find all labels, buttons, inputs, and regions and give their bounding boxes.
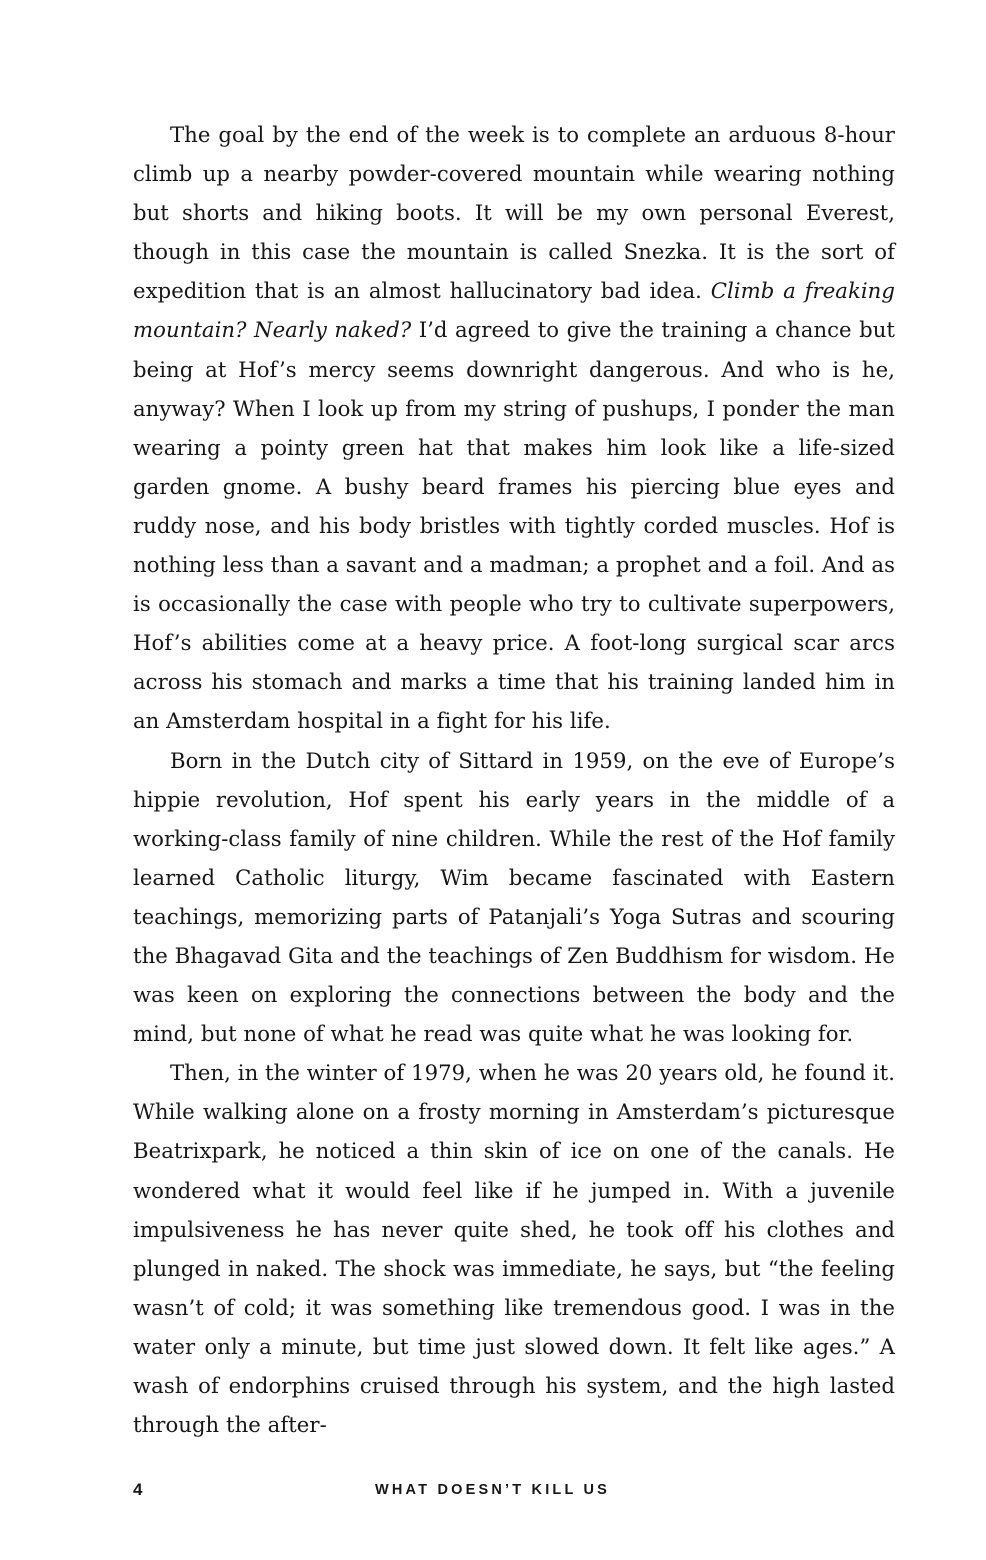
body-text bbox=[133, 115, 895, 1444]
page-footer bbox=[133, 1478, 895, 1502]
paragraph-text: I’d agreed to give the training a chance but being at Hof’s mercy seems downright dangerous. And who is he, anyway? When I look up from my string of pushups, I ponder the man wearing a pointy green hat that makes him look like a life-sized garden gnome. A bushy beard frames his piercing blue eyes and ruddy nose, and his body bristles with tightly corded muscles. Hof is nothing less than a savant and a madman; a prophet and a foil. And as is occasionally the case with people who try to cultivate superpowers, Hof’s abilities come at a heavy price. A foot-long surgical scar arcs across his stomach and marks a time that his training landed him in an Amsterdam hospital in a fight for his life. bbox=[133, 317, 895, 734]
page-number: 4 bbox=[133, 1480, 143, 1499]
paragraph: Then, in the winter of 1979, when he was 20 years old, he found it. While walking alone on a frosty morning in Amsterdam’s picturesque Beatrixpark, he noticed a thin skin of ice on one of the canals. He wondered what it would feel like if he jumped in. With a juvenile impulsiveness he has never quite shed, he took off his clothes and plunged in naked. The shock was immediate, he says, but “the feeling wasn’t of cold; it was something like tremendous good. I was in the water only a minute, but time just slowed down. It felt like ages.” A wash of endorphins cruised through his system, and the high lasted through the after- bbox=[133, 1060, 895, 1438]
paragraph bbox=[133, 115, 895, 741]
italic-phrase: Climb a freaking mountain? Nearly naked? bbox=[133, 278, 895, 343]
paragraph-text: The goal by the end of the week is to complete an arduous 8-hour climb up a nearby powder-covered mountain while wearing nothing but shorts and hiking boots. It will be my own personal Everest, though in this case the mountain is called Snezka. It is the sort of expedition that is an almost hallucinatory bad idea. bbox=[133, 122, 895, 304]
paragraph: Born in the Dutch city of Sittard in 1959, on the eve of Europe’s hippie revolution, Hof spent his early years in the middle of a working-class family of nine children. While the rest of the Hof family learned Catholic liturgy, Wim became fascinated with Eastern teachings, memorizing parts of Patanjali’s Yoga Sutras and scouring the Bhagavad Gita and the teachings of Zen Buddhism for wisdom. He was keen on exploring the connections between the body and the mind, but none of what he read was quite what he was looking for. bbox=[133, 747, 895, 1047]
running-head: WHAT DOESN’T KILL US bbox=[375, 1482, 611, 1498]
